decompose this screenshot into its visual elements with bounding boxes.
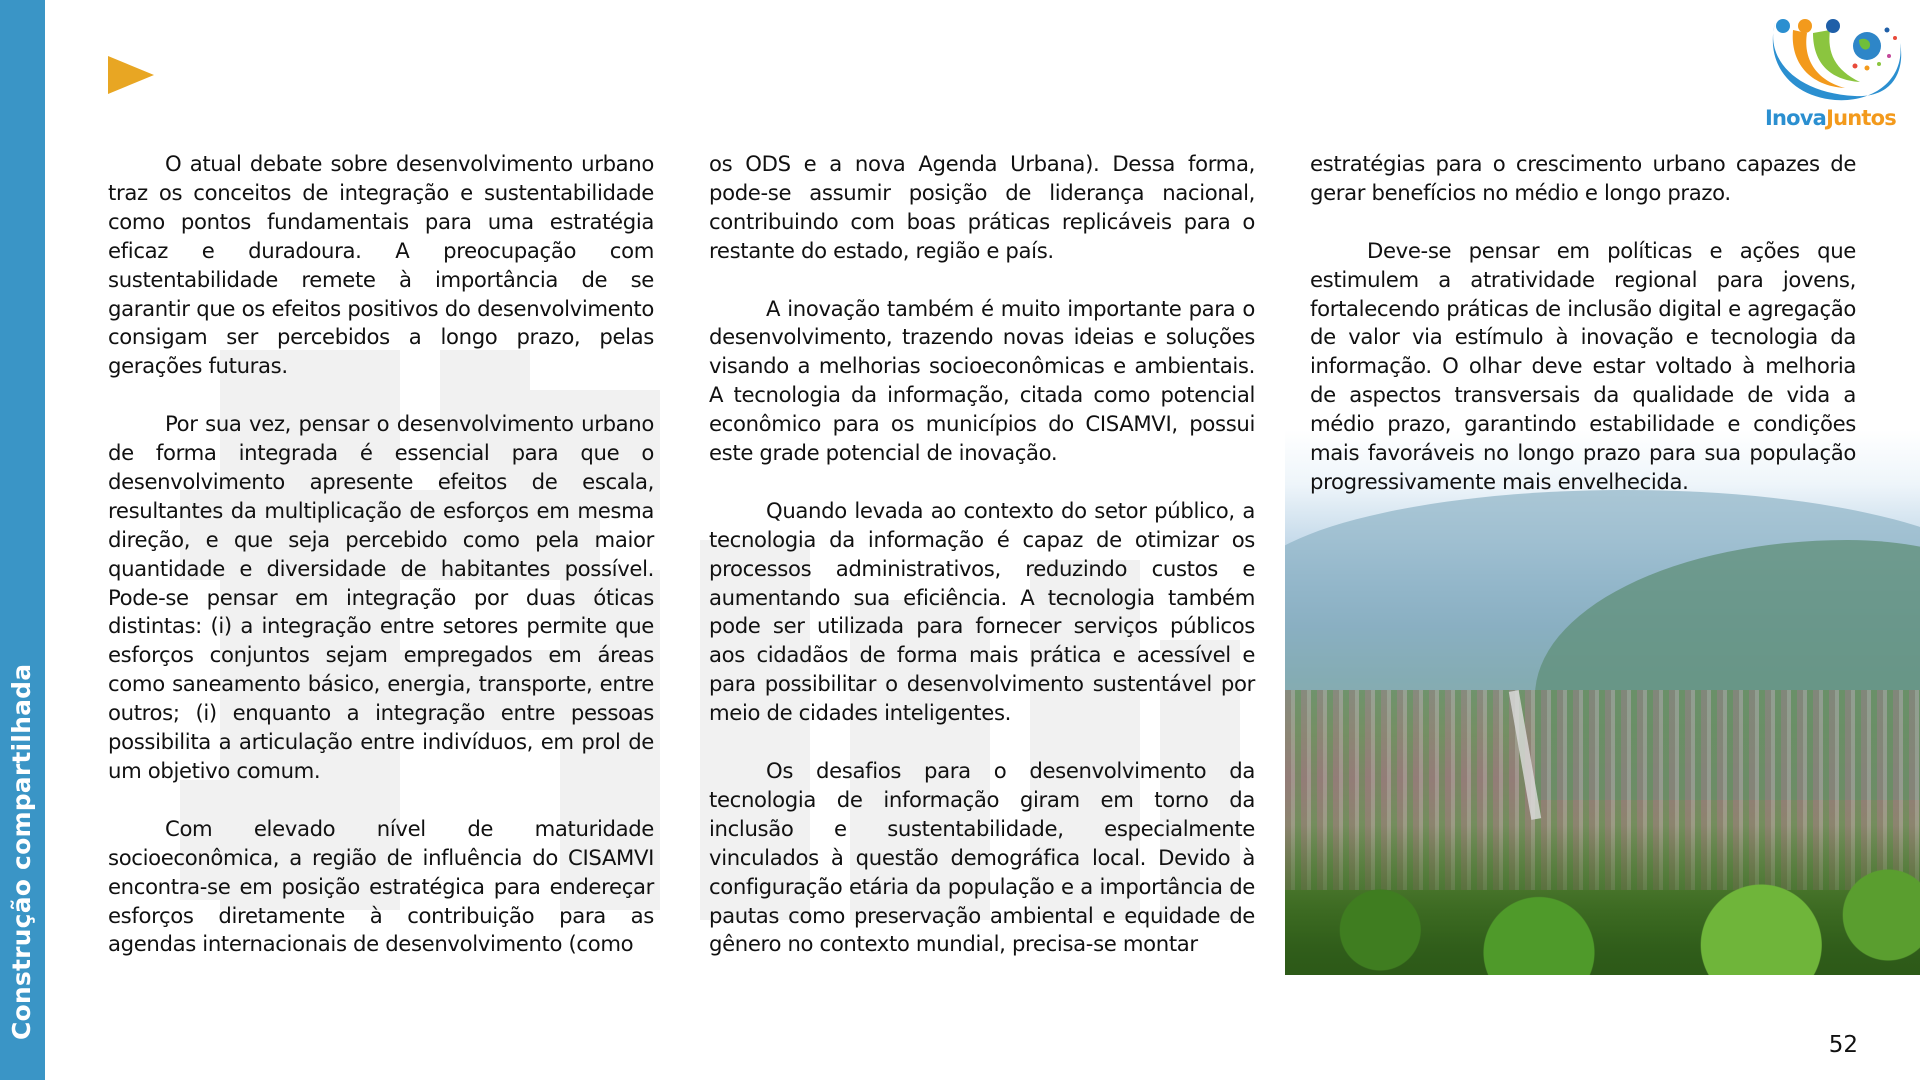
play-triangle-icon <box>108 56 154 94</box>
text-column-1 <box>108 150 654 988</box>
paragraph: O atual debate sobre desenvolvimento urbano traz os conceitos de integração e sustentabilidade como pontos fundamentais para uma estratégia eficaz e duradoura. A preocupação com sustentabilidade remete à importância de se garantir que os efeitos positivos do desenvolvimento consigam ser percebidos a longo prazo, pelas gerações futuras. <box>108 151 654 379</box>
paragraph: A inovação também é muito importante para o desenvolvimento, trazendo novas ideias e soluções visando a melhorias socioeconômicas e ambientais. A tecnologia da informação, citada como potencial econômico para os municípios do CISAMVI, possui este grade potencial de inovação. <box>709 295 1255 466</box>
section-title: Construção compartilhada <box>7 663 36 1040</box>
people-globe-icon <box>1755 8 1915 108</box>
paragraph: os ODS e a nova Agenda Urbana). Dessa forma, pode-se assumir posição de liderança nacional, contribuindo com boas práticas replicáveis para o restante do estado, região e país. <box>709 151 1255 263</box>
text-column-3 <box>1310 150 1856 526</box>
paragraph: estratégias para o crescimento urbano capazes de gerar benefícios no médio e longo prazo. <box>1310 151 1856 205</box>
paragraph: Deve-se pensar em políticas e ações que estimulem a atratividade regional para jovens, fortalecendo práticas de inclusão digital e agregação de valor via estímulo à inovação e tecnologia da informação. O olhar deve estar voltado à melhoria de aspectos transversais da qualidade de vida a médio prazo, garantindo estabilidade e condições mais favoráveis no longo prazo para sua população progressivamente mais envelhecida. <box>1310 237 1856 494</box>
paragraph: Com elevado nível de maturidade socioeconômica, a região de influência do CISAMVI encontra-se em posição estratégica para endereçar esforços diretamente à contribuição para as agendas internacionais de desenvolvimento (como <box>108 815 654 957</box>
inovajuntos-logo <box>1755 8 1915 138</box>
logo-wordmark: InovaJuntos <box>1765 106 1896 130</box>
text-column-2 <box>709 150 1255 988</box>
paragraph: Os desafios para o desenvolvimento da tecnologia de informação giram em torno da inclusão e sustentabilidade, especialmente vinculados à questão demográfica local. Devido à configuração etária da população e a importância de pautas como preservação ambiental e equidade de gênero no contexto mundial, precisa-se montar <box>709 757 1255 957</box>
sidebar-band <box>0 0 45 1080</box>
photo-foliage <box>1285 825 1920 975</box>
paragraph: Por sua vez, pensar o desenvolvimento urbano de forma integrada é essencial para que o desenvolvimento apresente efeitos de escala, resultantes da multiplicação de esforços em mesma direção, e que seja percebido como pela maior quantidade e diversidade de habitantes possível. Pode-se pensar em integração por duas óticas distintas: (i) a integração entre setores permite que esforços conjuntos sejam empregados em áreas como saneamento básico, energia, transporte, entre outros; (i) enquanto a integração entre pessoas possibilita a articulação entre indivíduos, em prol de um objetivo comum. <box>108 411 654 784</box>
page-number: 52 <box>1828 1032 1858 1058</box>
paragraph: Quando levada ao contexto do setor público, a tecnologia da informação é capaz de otimizar os processos administrativos, reduzindo custos e aumentando sua eficiência. A tecnologia também pode ser utilizada para fornecer serviços públicos aos cidadãos de forma mais prática e acessível e para possibilitar o desenvolvimento sustentável por meio de cidades inteligentes. <box>709 497 1255 726</box>
